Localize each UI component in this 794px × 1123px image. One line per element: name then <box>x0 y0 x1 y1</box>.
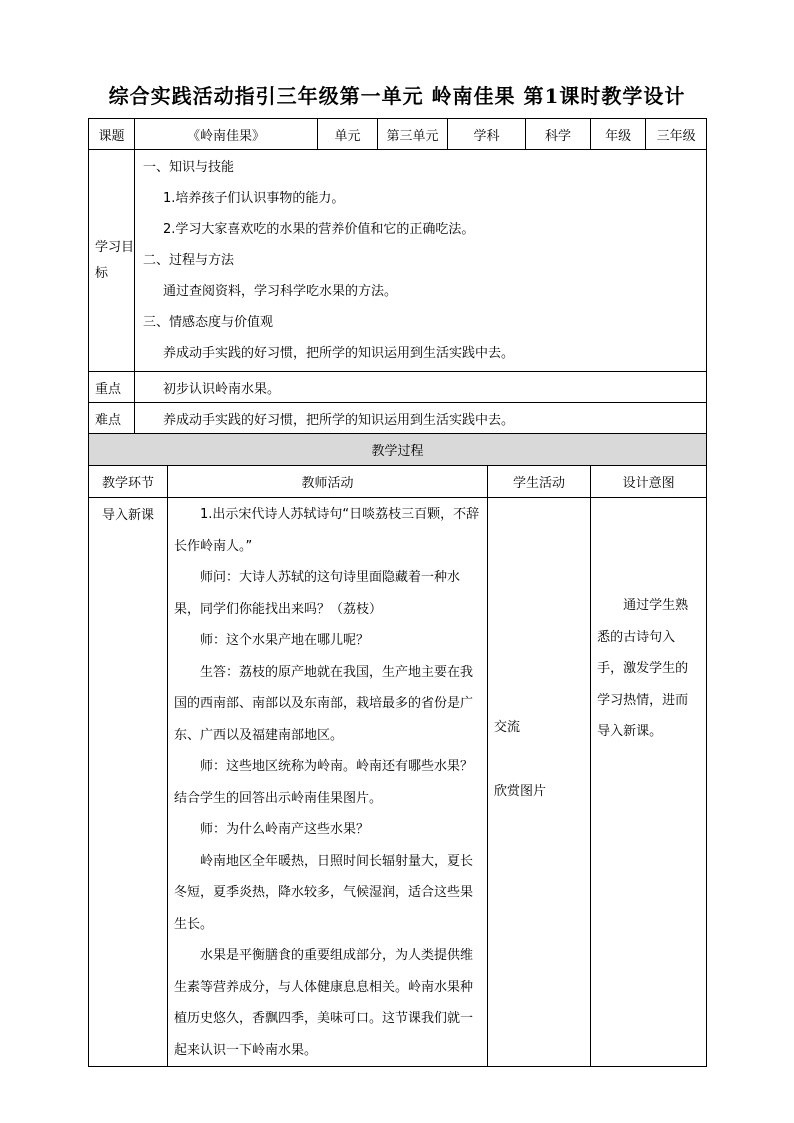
lesson-plan-table <box>88 118 707 1067</box>
teacher-paragraph: 师：为什么岭南产这些水果？ <box>200 822 370 837</box>
key-point-row <box>89 372 707 403</box>
difficulty-label: 难点 <box>89 403 135 434</box>
column-header-student: 学生活动 <box>488 466 591 498</box>
objective-heading-3: 三、情感态度与价值观 <box>143 315 274 330</box>
teacher-activity-cell <box>168 498 488 1067</box>
teacher-paragraph: 师问：大诗人苏轼的这句诗里面隐藏着一种水果，同学们你能找出来吗？（荔枝） <box>174 570 461 617</box>
student-activity-cell <box>488 498 591 1067</box>
design-intent-cell <box>591 498 707 1067</box>
design-intent-text: 通过学生熟悉的古诗句入手，激发学生的学习热情，进而导入新课。 <box>597 598 689 739</box>
page-title: 综合实践活动指引三年级第一单元 岭南佳果 第1课时教学设计 <box>108 84 686 108</box>
key-point-label: 重点 <box>89 372 135 403</box>
grade-label: 年级 <box>591 119 646 150</box>
subject-label: 学科 <box>448 119 526 150</box>
difficulty-row <box>89 403 707 434</box>
unit-label: 单元 <box>318 119 378 150</box>
objectives-content <box>135 150 707 372</box>
teacher-paragraph: 生答：荔枝的原产地就在我国，生产地主要在我国的西南部、南部以及东南部，栽培最多的省份是广东、广西以及福建南部地区。 <box>174 664 474 743</box>
objective-item: 1.培养孩子们认识事物的能力。 <box>163 191 345 206</box>
process-row-intro <box>89 498 707 1067</box>
objective-item: 2.学习大家喜欢吃的水果的营养价值和它的正确吃法。 <box>163 222 475 237</box>
teacher-paragraph: 师：这些地区统称为岭南。岭南还有哪些水果？结合学生的回答出示岭南佳果图片。 <box>174 759 474 806</box>
objectives-row <box>89 150 707 372</box>
objective-heading-2: 二、过程与方法 <box>143 253 235 268</box>
teacher-paragraph: 水果是平衡膳食的重要组成部分，为人类提供维生素等营养成分，与人体健康息息相关。岭南水果种植历史悠久，香飘四季，美味可口。这节课我们就一起来认识一下岭南水果。 <box>174 948 474 1058</box>
teacher-paragraph: 1.出示宋代诗人苏轼诗句“日啖荔枝三百颗，不辞长作岭南人。” <box>174 507 480 554</box>
column-header-teacher: 教师活动 <box>168 466 488 498</box>
stage-cell: 导入新课 <box>89 498 168 1067</box>
objective-item: 养成动手实践的好习惯，把所学的知识运用到生活实践中去。 <box>163 346 515 361</box>
teacher-paragraph: 师：这个水果产地在哪儿呢？ <box>200 633 370 648</box>
process-header-row <box>89 434 707 466</box>
course-value: 《岭南佳果》 <box>135 119 318 150</box>
grade-value: 三年级 <box>646 119 707 150</box>
unit-value: 第三单元 <box>378 119 448 150</box>
subject-value: 科学 <box>526 119 591 150</box>
student-activity: 交流 <box>494 720 521 735</box>
difficulty-text: 养成动手实践的好习惯，把所学的知识运用到生活实践中去。 <box>135 403 707 434</box>
objective-item: 通过查阅资料，学习科学吃水果的方法。 <box>163 284 398 299</box>
student-activity: 欣赏图片 <box>494 784 547 799</box>
column-header-intent: 设计意图 <box>591 466 707 498</box>
objectives-label: 学习目标 <box>89 150 135 372</box>
column-header-stage: 教学环节 <box>89 466 168 498</box>
info-row <box>89 119 707 150</box>
process-columns-row <box>89 466 707 498</box>
key-point-text: 初步认识岭南水果。 <box>135 372 707 403</box>
objective-heading-1: 一、知识与技能 <box>143 160 235 175</box>
teacher-paragraph: 岭南地区全年暖热，日照时间长辐射量大，夏长冬短，夏季炎热，降水较多，气候湿润，适合这些果生长。 <box>174 853 474 932</box>
process-header: 教学过程 <box>89 434 707 466</box>
course-label: 课题 <box>89 119 135 150</box>
